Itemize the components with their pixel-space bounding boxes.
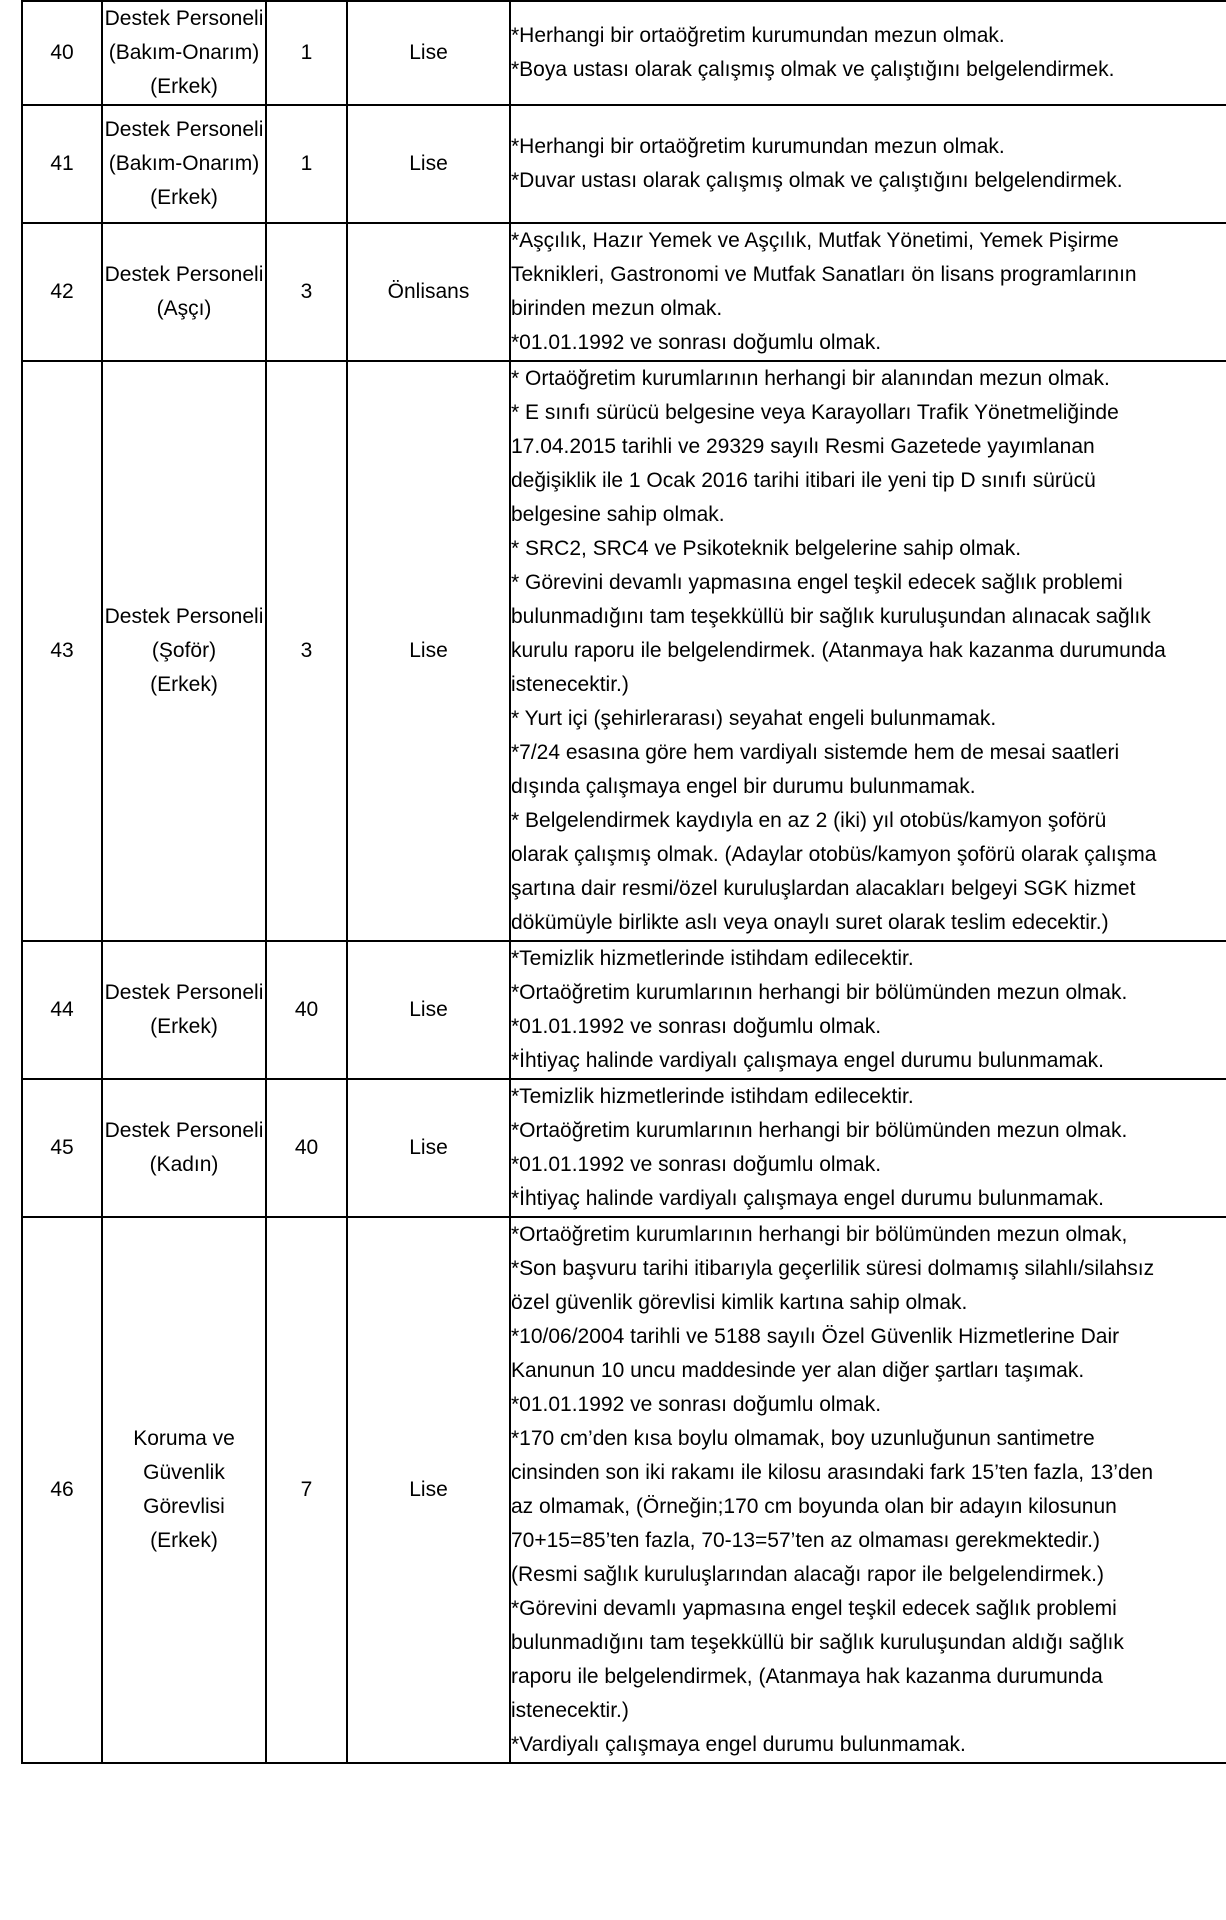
- table-row: [22, 941, 1226, 1079]
- condition-line: değişiklik ile 1 Ocak 2016 tarihi itibari ile yeni tip D sınıfı sürücü: [511, 469, 1096, 492]
- condition-line: istenecektir.): [511, 1699, 629, 1722]
- education-level: Lise: [347, 1079, 510, 1217]
- education-level: Lise: [347, 105, 510, 223]
- position-title-line: Destek Personeli: [104, 1119, 264, 1142]
- condition-line: * Yurt içi (şehirlerarası) seyahat engeli bulunmamak.: [511, 707, 997, 730]
- condition-line: *Son başvuru tarihi itibarıyla geçerlilik süresi dolmamış silahlı/silahsız: [511, 1257, 1155, 1280]
- position-title: [102, 223, 266, 361]
- row-number: 41: [22, 105, 102, 223]
- condition-line: * Ortaöğretim kurumlarının herhangi bir alanından mezun olmak.: [511, 367, 1110, 390]
- conditions-cell: [510, 941, 1226, 1079]
- position-title-line: (Bakım-Onarım): [108, 152, 260, 175]
- position-count: 1: [266, 105, 347, 223]
- table-row: [22, 1217, 1226, 1763]
- condition-line: *01.01.1992 ve sonrası doğumlu olmak.: [511, 1015, 882, 1038]
- condition-line: *01.01.1992 ve sonrası doğumlu olmak.: [511, 1153, 882, 1176]
- condition-line: *Temizlik hizmetlerinde istihdam edilecektir.: [511, 1085, 914, 1108]
- requirements-table: [21, 0, 1226, 1764]
- condition-line: * E sınıfı sürücü belgesine veya Karayolları Trafik Yönetmeliğinde: [511, 401, 1119, 424]
- condition-line: bulunmadığını tam teşekküllü bir sağlık kuruluşundan alınacak sağlık: [511, 605, 1151, 628]
- row-number: 42: [22, 223, 102, 361]
- condition-line: *Herhangi bir ortaöğretim kurumundan mezun olmak.: [511, 24, 1005, 47]
- condition-line: dışında çalışmaya engel bir durumu bulunmamak.: [511, 775, 976, 798]
- row-number: 44: [22, 941, 102, 1079]
- condition-line: az olmamak, (Örneğin;170 cm boyunda olan bir adayın kilosunun: [511, 1495, 1117, 1518]
- condition-line: *Boya ustası olarak çalışmış olmak ve çalıştığını belgelendirmek.: [511, 58, 1115, 81]
- table-row: [22, 105, 1226, 223]
- condition-line: *Ortaöğretim kurumlarının herhangi bir bölümünden mezun olmak.: [511, 981, 1128, 1004]
- education-level: Lise: [347, 941, 510, 1079]
- conditions-cell: [510, 223, 1226, 361]
- condition-line: kurulu raporu ile belgelendirmek. (Atanmaya hak kazanma durumunda: [511, 639, 1166, 662]
- condition-line: *Duvar ustası olarak çalışmış olmak ve çalıştığını belgelendirmek.: [511, 169, 1123, 192]
- condition-line: dökümüyle birlikte aslı veya onaylı suret olarak teslim edecektir.): [511, 911, 1109, 934]
- condition-line: bulunmadığını tam teşekküllü bir sağlık kuruluşundan aldığı sağlık: [511, 1631, 1124, 1654]
- position-count: 40: [266, 1079, 347, 1217]
- conditions-cell: [510, 105, 1226, 223]
- table-row: [22, 223, 1226, 361]
- row-number: 40: [22, 1, 102, 105]
- condition-line: *Herhangi bir ortaöğretim kurumundan mezun olmak.: [511, 135, 1005, 158]
- row-number: 46: [22, 1217, 102, 1763]
- position-title-line: (Erkek): [150, 1015, 218, 1038]
- table-row: [22, 1079, 1226, 1217]
- condition-line: belgesine sahip olmak.: [511, 503, 725, 526]
- condition-line: olarak çalışmış olmak. (Adaylar otobüs/kamyon şoförü olarak çalışma: [511, 843, 1157, 866]
- condition-line: *İhtiyaç halinde vardiyalı çalışmaya engel durumu bulunmamak.: [511, 1187, 1104, 1210]
- position-title-line: Destek Personeli: [104, 605, 264, 628]
- position-title: [102, 1079, 266, 1217]
- position-title: [102, 941, 266, 1079]
- position-title-line: (Bakım-Onarım): [108, 41, 260, 64]
- condition-line: *Ortaöğretim kurumlarının herhangi bir bölümünden mezun olmak.: [511, 1119, 1128, 1142]
- condition-line: cinsinden son iki rakamı ile kilosu arasındaki fark 15’ten fazla, 13’den: [511, 1461, 1154, 1484]
- condition-line: *Ortaöğretim kurumlarının herhangi bir bölümünden mezun olmak,: [511, 1223, 1128, 1246]
- position-count: 7: [266, 1217, 347, 1763]
- condition-line: birinden mezun olmak.: [511, 297, 723, 320]
- condition-line: (Resmi sağlık kuruluşlarından alacağı rapor ile belgelendirmek.): [511, 1563, 1104, 1586]
- condition-line: Teknikleri, Gastronomi ve Mutfak Sanatları ön lisans programlarının: [511, 263, 1137, 286]
- condition-line: * SRC2, SRC4 ve Psikoteknik belgelerine sahip olmak.: [511, 537, 1022, 560]
- position-title-line: (Erkek): [150, 186, 218, 209]
- position-title-line: Görevlisi: [143, 1495, 225, 1518]
- condition-line: istenecektir.): [511, 673, 629, 696]
- position-title-line: Destek Personeli: [104, 118, 264, 141]
- position-count: 3: [266, 361, 347, 941]
- position-title-line: Destek Personeli: [104, 7, 264, 30]
- position-title-line: (Aşçı): [156, 297, 212, 320]
- position-title-line: (Şoför): [151, 639, 217, 662]
- position-title-line: (Erkek): [150, 75, 218, 98]
- row-number: 43: [22, 361, 102, 941]
- position-title-line: (Kadın): [149, 1153, 219, 1176]
- position-title: [102, 1217, 266, 1763]
- condition-line: *7/24 esasına göre hem vardiyalı sistemde hem de mesai saatleri: [511, 741, 1120, 764]
- table-row: [22, 361, 1226, 941]
- position-title-line: Destek Personeli: [104, 981, 264, 1004]
- condition-line: *10/06/2004 tarihli ve 5188 sayılı Özel Güvenlik Hizmetlerine Dair: [511, 1325, 1120, 1348]
- condition-line: * Görevini devamlı yapmasına engel teşkil edecek sağlık problemi: [511, 571, 1123, 594]
- condition-line: 70+15=85’ten fazla, 70-13=57’ten az olmaması gerekmektedir.): [511, 1529, 1100, 1552]
- requirements-table-body: [22, 1, 1226, 1763]
- condition-line: raporu ile belgelendirmek, (Atanmaya hak kazanma durumunda: [511, 1665, 1103, 1688]
- education-level: Lise: [347, 1, 510, 105]
- education-level: Önlisans: [347, 223, 510, 361]
- position-title-line: Koruma ve: [133, 1427, 235, 1450]
- position-title: [102, 1, 266, 105]
- position-title-line: (Erkek): [150, 1529, 218, 1552]
- education-level: Lise: [347, 361, 510, 941]
- condition-line: *Temizlik hizmetlerinde istihdam edilecektir.: [511, 947, 914, 970]
- condition-line: şartına dair resmi/özel kuruluşlardan alacakları belgeyi SGK hizmet: [511, 877, 1136, 900]
- position-title: [102, 361, 266, 941]
- position-count: 40: [266, 941, 347, 1079]
- condition-line: 17.04.2015 tarihli ve 29329 sayılı Resmi Gazetede yayımlanan: [511, 435, 1095, 458]
- position-count: 1: [266, 1, 347, 105]
- education-level: Lise: [347, 1217, 510, 1763]
- condition-line: *Vardiyalı çalışmaya engel durumu bulunmamak.: [511, 1733, 966, 1756]
- condition-line: *İhtiyaç halinde vardiyalı çalışmaya engel durumu bulunmamak.: [511, 1049, 1104, 1072]
- position-count: 3: [266, 223, 347, 361]
- condition-line: *170 cm’den kısa boylu olmamak, boy uzunluğunun santimetre: [511, 1427, 1095, 1450]
- position-title: [102, 105, 266, 223]
- position-title-line: Güvenlik: [143, 1461, 225, 1484]
- position-title-line: (Erkek): [150, 673, 218, 696]
- condition-line: *01.01.1992 ve sonrası doğumlu olmak.: [511, 1393, 882, 1416]
- condition-line: *Görevini devamlı yapmasına engel teşkil edecek sağlık problemi: [511, 1597, 1117, 1620]
- row-number: 45: [22, 1079, 102, 1217]
- condition-line: *Aşçılık, Hazır Yemek ve Aşçılık, Mutfak Yönetimi, Yemek Pişirme: [511, 229, 1119, 252]
- conditions-cell: [510, 1079, 1226, 1217]
- position-title-line: Destek Personeli: [104, 263, 264, 286]
- condition-line: * Belgelendirmek kaydıyla en az 2 (iki) yıl otobüs/kamyon şoförü: [511, 809, 1107, 832]
- condition-line: Kanunun 10 uncu maddesinde yer alan diğer şartları taşımak.: [511, 1359, 1085, 1382]
- conditions-cell: [510, 1217, 1226, 1763]
- condition-line: *01.01.1992 ve sonrası doğumlu olmak.: [511, 331, 882, 354]
- conditions-cell: [510, 361, 1226, 941]
- conditions-cell: [510, 1, 1226, 105]
- condition-line: özel güvenlik görevlisi kimlik kartına sahip olmak.: [511, 1291, 968, 1314]
- table-row: [22, 1, 1226, 105]
